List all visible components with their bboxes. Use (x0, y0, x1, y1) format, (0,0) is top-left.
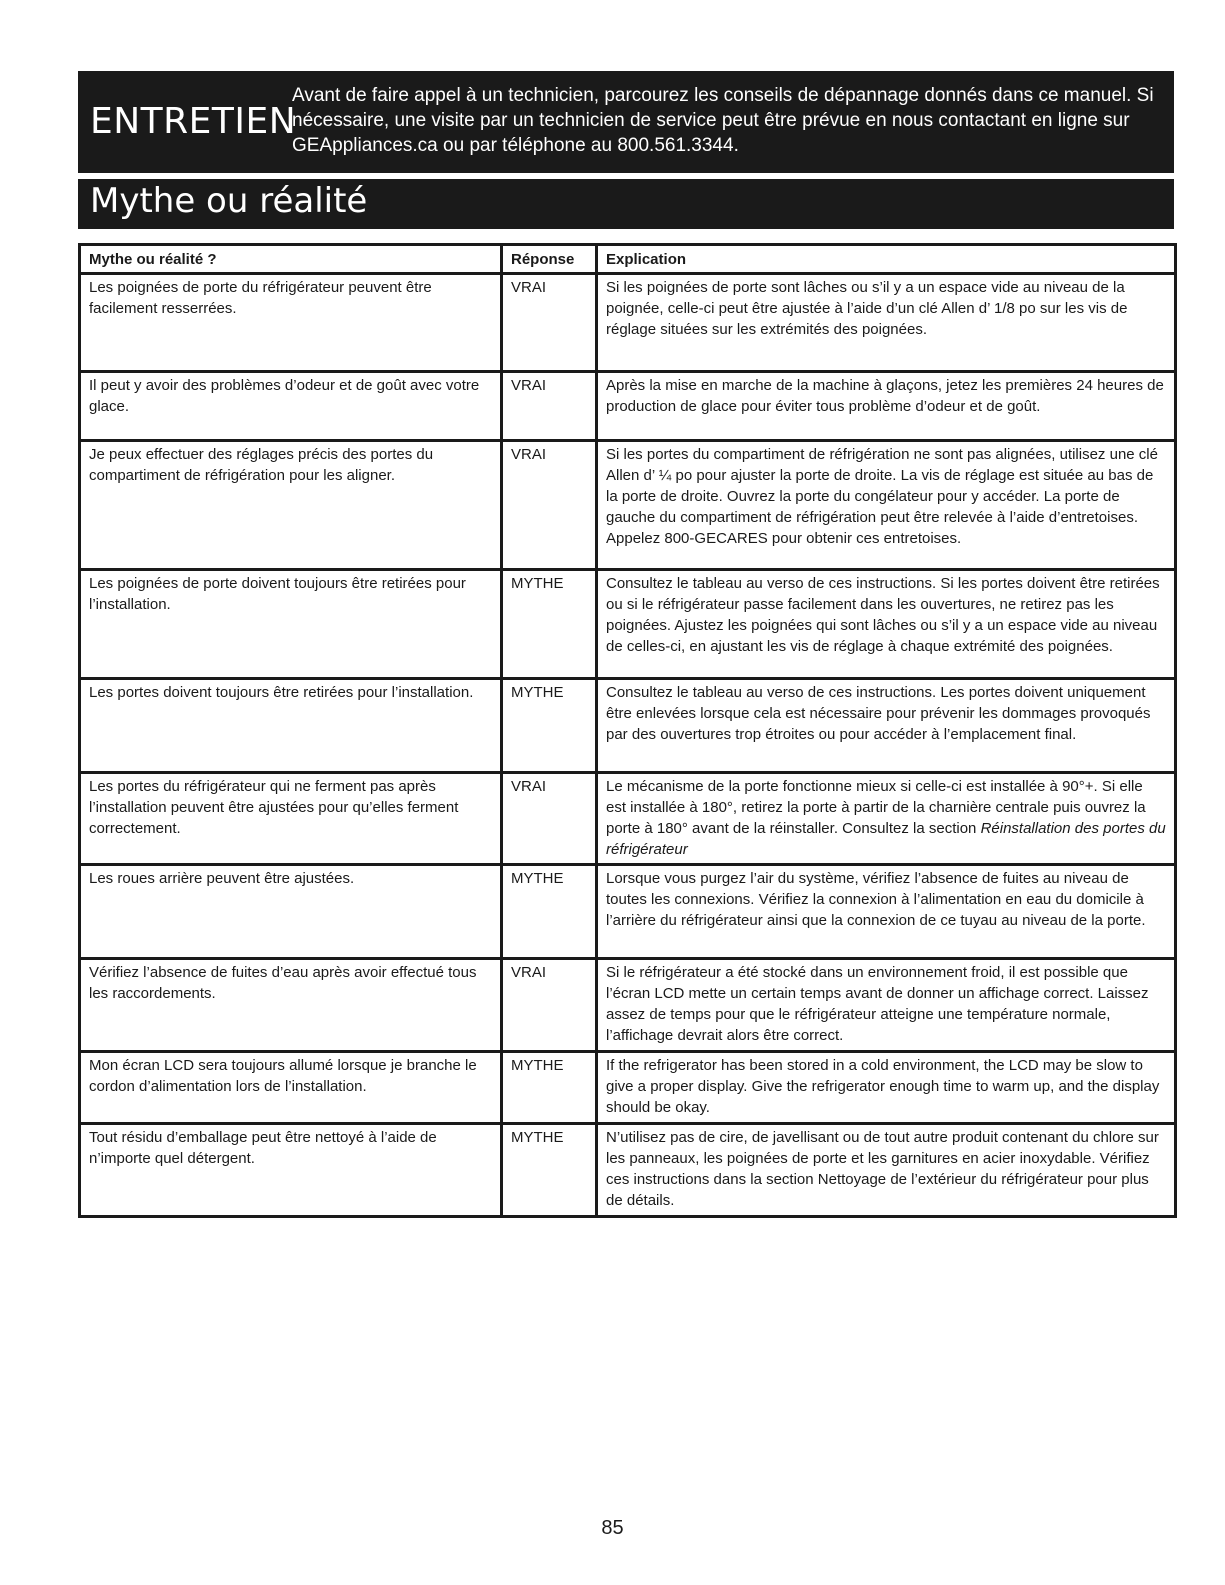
column-header-myth: Mythe ou réalité ? (80, 245, 502, 274)
explanation-cell (597, 773, 1176, 865)
myth-cell: Mon écran LCD sera toujours allumé lorsque je branche le cordon d’alimentation lors de l’installation. (80, 1052, 502, 1124)
table-row (80, 1124, 1176, 1217)
table-row (80, 441, 1176, 570)
table-row (80, 570, 1176, 679)
explanation-cell: N’utilisez pas de cire, de javellisant ou de tout autre produit contenant du chlore sur les panneaux, les poignées de porte et les garnitures en acier inoxydable. Vérifiez ces instructions dans la section Nettoyage de l’extérieur du réfrigérateur pour plus de détails. (597, 1124, 1176, 1217)
myth-cell: Vérifiez l’absence de fuites d’eau après avoir effectué tous les raccordements. (80, 959, 502, 1052)
answer-cell: VRAI (502, 372, 597, 441)
column-header-answer: Réponse (502, 245, 597, 274)
answer-cell: MYTHE (502, 1052, 597, 1124)
header-title: ENTRETIEN (90, 101, 297, 142)
answer-cell: VRAI (502, 441, 597, 570)
myth-cell: Les poignées de porte doivent toujours être retirées pour l’installation. (80, 570, 502, 679)
answer-cell: MYTHE (502, 570, 597, 679)
section-title-bar (78, 179, 1174, 229)
explanation-cell: Lorsque vous purgez l’air du système, vérifiez l’absence de fuites au niveau de toutes les connexions. Vérifiez la connexion à l’alimentation en eau du domicile à l’arrière du réfrigérateur ainsi que la connexion de ce tuyau au niveau de la porte. (597, 865, 1176, 959)
table-row (80, 959, 1176, 1052)
column-header-explanation: Explication (597, 245, 1176, 274)
myth-reality-table (78, 243, 1177, 1218)
table-row (80, 1052, 1176, 1124)
explanation-cell: Si le réfrigérateur a été stocké dans un environnement froid, il est possible que l’écran LCD mette un certain temps avant de donner un affichage correct. Laissez assez de temps pour que le réfrigérateur atteigne une température normale, l’affichage devrait alors être correct. (597, 959, 1176, 1052)
myth-cell: Je peux effectuer des réglages précis des portes du compartiment de réfrigération pour les aligner. (80, 441, 502, 570)
explanation-cell: Consultez le tableau au verso de ces instructions. Si les portes doivent être retirées ou si le réfrigérateur passe facilement dans les ouvertures, ne retirez pas les poignées. Ajustez les poignées qui sont lâches ou s’il y a un espace vide au niveau de celles-ci, en ajustant les vis de réglage à chaque extrémité des poignées. (597, 570, 1176, 679)
table-header-row (80, 245, 1176, 274)
table-row (80, 274, 1176, 372)
answer-cell: VRAI (502, 274, 597, 372)
explanation-text: Le mécanisme de la porte fonctionne mieux si celle-ci est installée à 90°+. Si elle est installée à 180°, retirez la porte à partir de la charnière centrale puis ouvrez la porte à 180° avant de la réinstaller. Consultez la section (606, 778, 1146, 837)
table-row (80, 773, 1176, 865)
table-row (80, 372, 1176, 441)
myth-cell: Les poignées de porte du réfrigérateur peuvent être facilement resserrées. (80, 274, 502, 372)
explanation-cell: Après la mise en marche de la machine à glaçons, jetez les premières 24 heures de production de glace pour éviter tous problème d’odeur et de goût. (597, 372, 1176, 441)
table-row (80, 865, 1176, 959)
myth-cell: Les portes du réfrigérateur qui ne ferment pas après l’installation peuvent être ajustées pour qu’elles ferment correctement. (80, 773, 502, 865)
header-description: Avant de faire appel à un technicien, parcourez les conseils de dépannage donnés dans ce manuel. Si nécessaire, une visite par un technicien de service peut être prévue en nous contactant en ligne sur GEAppliances.ca ou par téléphone au 800.561.3344. (292, 85, 1154, 156)
page-number: 85 (601, 1517, 624, 1539)
explanation-cell: Consultez le tableau au verso de ces instructions. Les portes doivent uniquement être enlevées lorsque cela est nécessaire pour prévenir les dommages provoqués par des ouvertures trop étroites ou pour accéder à l’emplacement final. (597, 679, 1176, 773)
section-title: Mythe ou réalité (90, 181, 368, 221)
explanation-cell: If the refrigerator has been stored in a cold environment, the LCD may be slow to give a proper display. Give the refrigerator enough time to warm up, and the display should be okay. (597, 1052, 1176, 1124)
answer-cell: MYTHE (502, 679, 597, 773)
service-header-banner (78, 71, 1174, 173)
answer-cell: VRAI (502, 773, 597, 865)
myth-cell: Les roues arrière peuvent être ajustées. (80, 865, 502, 959)
answer-cell: MYTHE (502, 1124, 597, 1217)
answer-cell: VRAI (502, 959, 597, 1052)
myth-cell: Tout résidu d’emballage peut être nettoyé à l’aide de n’importe quel détergent. (80, 1124, 502, 1217)
section-reference: Réinstallation des portes du réfrigérateur (606, 820, 1166, 858)
explanation-cell: Si les portes du compartiment de réfrigération ne sont pas alignées, utilisez une clé Allen d’ ¼ po pour ajuster la porte de droite. La vis de réglage est située au bas de la porte de droite. Ouvrez la porte du congélateur pour y accéder. La porte de gauche du compartiment de réfrigération peut être relevée à l’aide d’entretoises. Appelez 800-GECARES pour obtenir ces entretoises. (597, 441, 1176, 570)
myth-cell: Les portes doivent toujours être retirées pour l’installation. (80, 679, 502, 773)
myth-cell: Il peut y avoir des problèmes d’odeur et de goût avec votre glace. (80, 372, 502, 441)
explanation-cell: Si les poignées de porte sont lâches ou s’il y a un espace vide au niveau de la poignée, celle-ci peut être ajustée à l’aide d’un clé Allen d’ 1/8 po sur les vis de réglage situées sur les extrémités des poignées. (597, 274, 1176, 372)
answer-cell: MYTHE (502, 865, 597, 959)
table-row (80, 679, 1176, 773)
